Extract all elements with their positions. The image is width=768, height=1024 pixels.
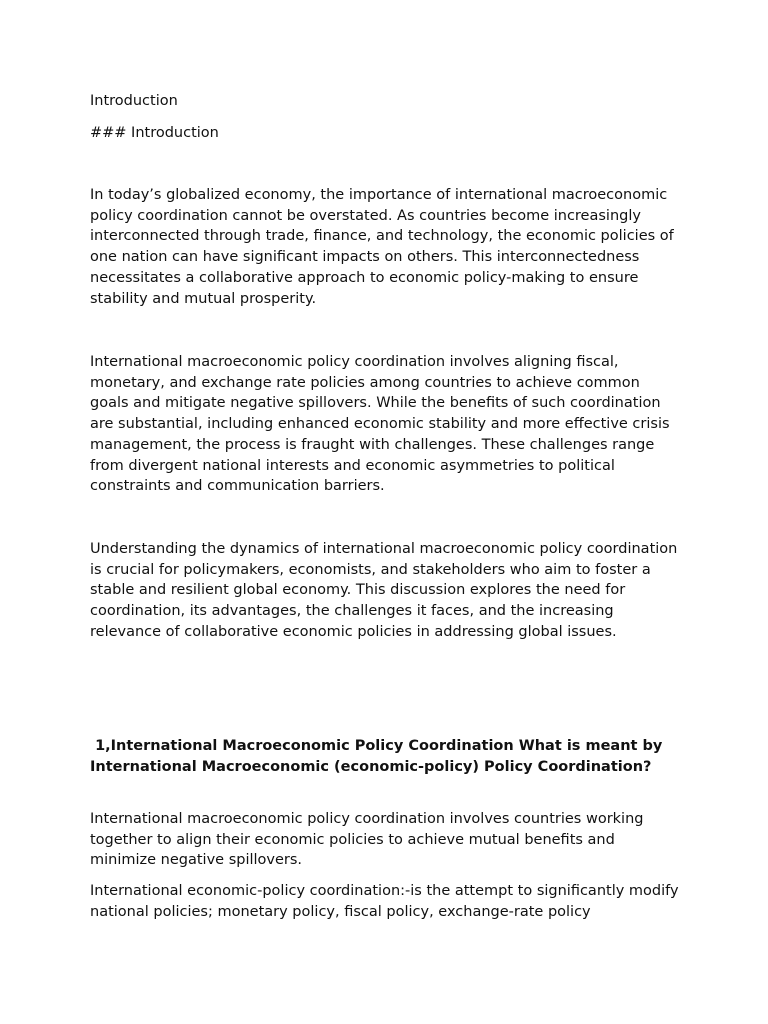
- section-paragraph-2: International economic-policy coordination:-is the attempt to significantly modify national policies; monetary policy, fiscal policy, exchange-rate policy: [90, 883, 679, 920]
- intro-paragraph-3: Understanding the dynamics of international macroeconomic policy coordination is crucial for policymakers, economists, and stakeholders who aim to foster a stable and resilient global economy. This discussion explores the need for coordination, its advantages, the challenges it faces, and the increasing relevance of collaborative economic policies in addressing global issues.: [90, 541, 678, 640]
- document-title: Introduction: [90, 93, 178, 109]
- section-heading: 1,International Macroeconomic Policy Coordination What is meant by International Macroeconomic (economic-policy) Policy Coordination?: [90, 738, 668, 775]
- markdown-heading: ### Introduction: [90, 125, 219, 141]
- section-paragraph-1: International macroeconomic policy coordination involves countries working together to align their economic policies to achieve mutual benefits and minimize negative spillovers.: [90, 811, 644, 869]
- intro-paragraph-1: In today’s globalized economy, the importance of international macroeconomic policy coordination cannot be overstated. As countries become increasingly interconnected through trade, finance, and technology, the economic policies of one nation can have significant impacts on others. This interconnectedness necessitates a collaborative approach to economic policy-making to ensure stability and mutual prosperity.: [90, 187, 674, 307]
- intro-paragraph-2: International macroeconomic policy coordination involves aligning fiscal, monetary, and exchange rate policies among countries to achieve common goals and mitigate negative spillovers. While the benefits of such coordination are substantial, including enhanced economic stability and more effective crisis management, the process is fraught with challenges. These challenges range from divergent national interests and economic asymmetries to political constraints and communication barriers.: [90, 354, 670, 495]
